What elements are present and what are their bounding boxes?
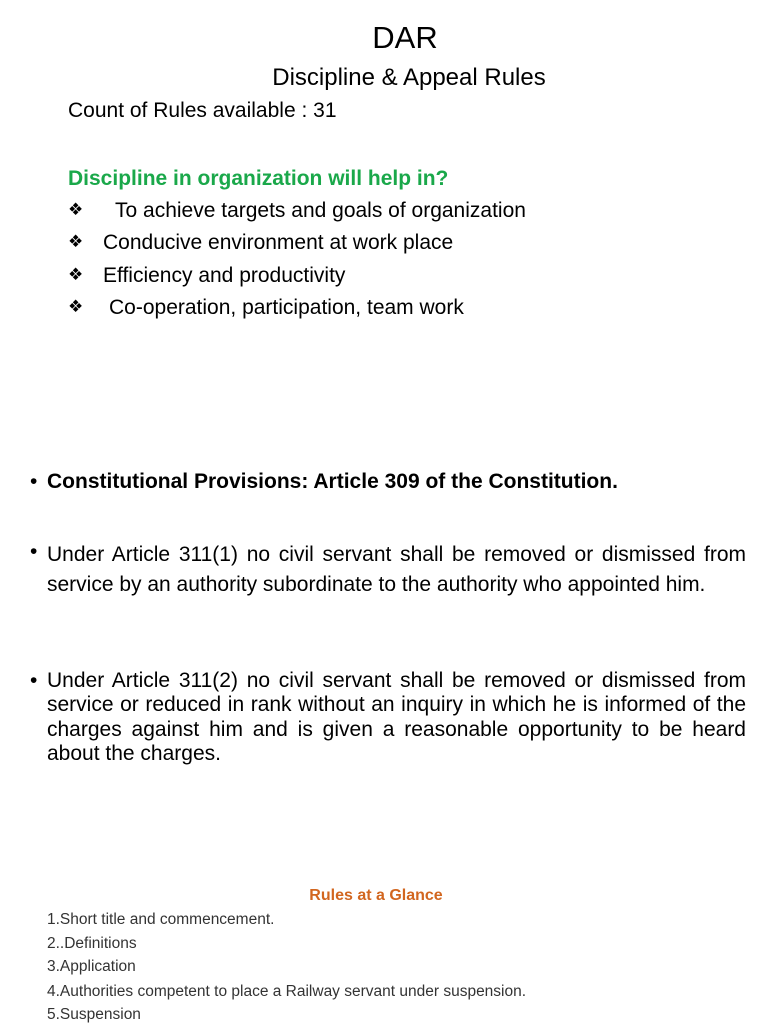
discipline-point-text: Conducive environment at work place	[103, 231, 454, 254]
diamond-bullet-icon: ❖	[68, 297, 84, 316]
rule-item: 1.Short title and commencement.	[47, 911, 275, 928]
diamond-bullet-icon: ❖	[68, 265, 84, 284]
dot-bullet-icon: •	[30, 669, 38, 692]
diamond-bullet-icon: ❖	[68, 200, 84, 219]
discipline-point	[68, 264, 346, 288]
rules-count: Count of Rules available : 31	[68, 99, 337, 122]
discipline-point	[68, 199, 526, 223]
discipline-point-text: To achieve targets and goals of organization	[115, 199, 526, 222]
discipline-question: Discipline in organization will help in?	[68, 167, 449, 190]
rule-item: 5.Suspension	[47, 1006, 141, 1023]
page-title: DAR	[372, 20, 438, 55]
discipline-point	[68, 296, 464, 320]
provision-text: Constitutional Provisions: Article 309 of the Constitution.	[47, 470, 618, 493]
rule-item: 4.Authorities competent to place a Railway servant under suspension.	[47, 983, 527, 1000]
discipline-point	[68, 231, 454, 255]
provision-text: Under Article 311(1) no civil servant shall be removed or dismissed from service by an authority subordinate to the authority who appointed him.	[47, 543, 746, 596]
dot-bullet-icon: •	[30, 470, 38, 493]
diamond-bullet-icon: ❖	[68, 232, 84, 251]
rule-item: 2..Definitions	[47, 935, 137, 952]
dot-bullet-icon: •	[30, 540, 38, 563]
provision-text: Under Article 311(2) no civil servant shall be removed or dismissed from service or reduced in rank without an inquiry in which he is informed of the charges against him and is given a reasonable opportunity to be heard about the charges.	[47, 669, 746, 765]
rules-glance-title: Rules at a Glance	[309, 887, 443, 904]
discipline-point-text: Co-operation, participation, team work	[109, 296, 464, 319]
discipline-point-text: Efficiency and productivity	[103, 264, 346, 287]
rule-item: 3.Application	[47, 958, 136, 975]
page-subtitle: Discipline & Appeal Rules	[272, 64, 546, 91]
